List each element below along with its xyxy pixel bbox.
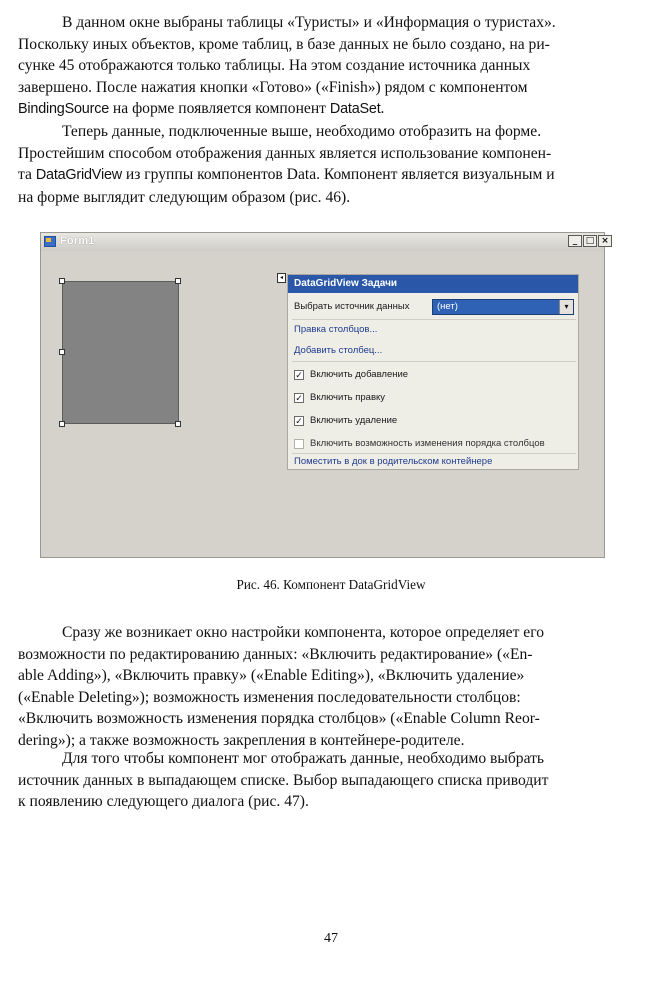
checkbox-label: Включить добавление xyxy=(310,369,409,380)
datasource-row xyxy=(294,299,574,315)
text-line: В данном окне выбраны таблицы «Туристы» и «Информация о туристах». xyxy=(62,14,556,31)
checkbox-label: Включить удаление xyxy=(310,415,398,426)
page-number: 47 xyxy=(324,931,338,946)
checkbox-checked-icon: ✓ xyxy=(295,370,303,380)
checkbox-checked-icon: ✓ xyxy=(295,393,303,403)
form-title: Form1 xyxy=(60,235,95,247)
text-line: на форме появляется компонент xyxy=(109,100,330,117)
designer-form-window xyxy=(40,232,609,558)
datagridview-tasks-panel xyxy=(287,274,579,470)
checkbox-unchecked-icon xyxy=(294,439,304,449)
resize-handle[interactable] xyxy=(175,421,181,427)
text-line: та xyxy=(18,166,36,183)
divider xyxy=(292,319,576,320)
close-button[interactable]: × xyxy=(598,235,612,247)
text-line: Простейшим способом отображения данных является использование компонен- xyxy=(18,144,552,162)
tasks-panel-header: DataGridView Задачи xyxy=(288,275,578,293)
add-column-link[interactable]: Добавить столбец... xyxy=(294,345,383,356)
text-line: сунке 45 отображаются только таблицы. На этом создание источника данных xyxy=(18,57,531,74)
checkbox-label: Включить правку xyxy=(310,392,386,403)
datagridview-control[interactable] xyxy=(62,281,179,424)
form-title-bar xyxy=(41,233,609,251)
text-line: источник данных в выпадающем списке. Выбор выпадающего списка приводит xyxy=(18,771,549,789)
form-icon xyxy=(44,236,56,247)
datasource-value: (нет) xyxy=(437,301,458,312)
resize-handle[interactable] xyxy=(59,349,65,355)
divider xyxy=(292,361,576,362)
code-term: BindingSource xyxy=(18,101,110,117)
text-line: able Adding»), «Включить правку» («Enable Editing»), «Включить удаление» xyxy=(18,667,525,684)
paragraph-2 xyxy=(18,121,628,208)
code-term: DataGridView xyxy=(35,167,122,183)
paragraph-4 xyxy=(18,748,628,813)
chevron-down-icon[interactable]: ▾ xyxy=(559,300,573,314)
text-line: dering»); а также возможность закрепления в контейнере-родителе. xyxy=(18,731,465,749)
text-line: Для того чтобы компонент мог отображать данные, необходимо выбрать xyxy=(62,750,545,767)
code-term: DataSet xyxy=(329,101,381,117)
text-line: Теперь данные, подключенные выше, необходимо отобразить на форме. xyxy=(62,123,542,140)
text-line: возможности по редактированию данных: «Включить редактирование» («En- xyxy=(18,645,533,663)
resize-handle[interactable] xyxy=(59,421,65,427)
text-line: Сразу же возникает окно настройки компонента, которое определяет его xyxy=(62,624,545,641)
text-line: («Enable Deleting»); возможность изменения последовательности столбцов: xyxy=(18,688,521,706)
text-line: Поскольку иных объектов, кроме таблиц, в базе данных не было создано, на ри- xyxy=(18,35,550,53)
checkbox-checked-icon: ✓ xyxy=(295,416,303,426)
maximize-button[interactable]: □ xyxy=(583,235,597,247)
datasource-label: Выбрать источник данных xyxy=(294,301,410,312)
text-line: к появлению следующего диалога (рис. 47). xyxy=(18,793,309,810)
paragraph-3 xyxy=(18,622,628,751)
smart-tag-arrow-icon[interactable]: ◂ xyxy=(277,273,286,283)
edit-columns-link[interactable]: Правка столбцов... xyxy=(294,324,378,335)
text-line: «Включить возможность изменения порядка столбцов» («Enable Column Reor- xyxy=(18,710,540,727)
text-line: . xyxy=(380,100,385,117)
text-line: завершено. После нажатия кнопки «Готово» («Finish») рядом с компонентом xyxy=(18,78,528,96)
checkbox-label: Включить возможность изменения порядка столбцов xyxy=(310,438,545,449)
divider xyxy=(292,453,576,454)
figure-caption: Рис. 46. Компонент DataGridView xyxy=(236,577,426,592)
datasource-dropdown[interactable] xyxy=(432,299,574,315)
resize-handle[interactable] xyxy=(59,278,65,284)
text-line: из группы компонентов Data. Компонент является визуальным и xyxy=(121,166,555,183)
paragraph-1 xyxy=(18,12,628,121)
minimize-button[interactable]: _ xyxy=(568,235,582,247)
dock-in-parent-link[interactable]: Поместить в док в родительском контейнере xyxy=(294,456,493,467)
text-line: на форме выглядит следующим образом (рис. 46). xyxy=(18,188,351,206)
resize-handle[interactable] xyxy=(175,278,181,284)
